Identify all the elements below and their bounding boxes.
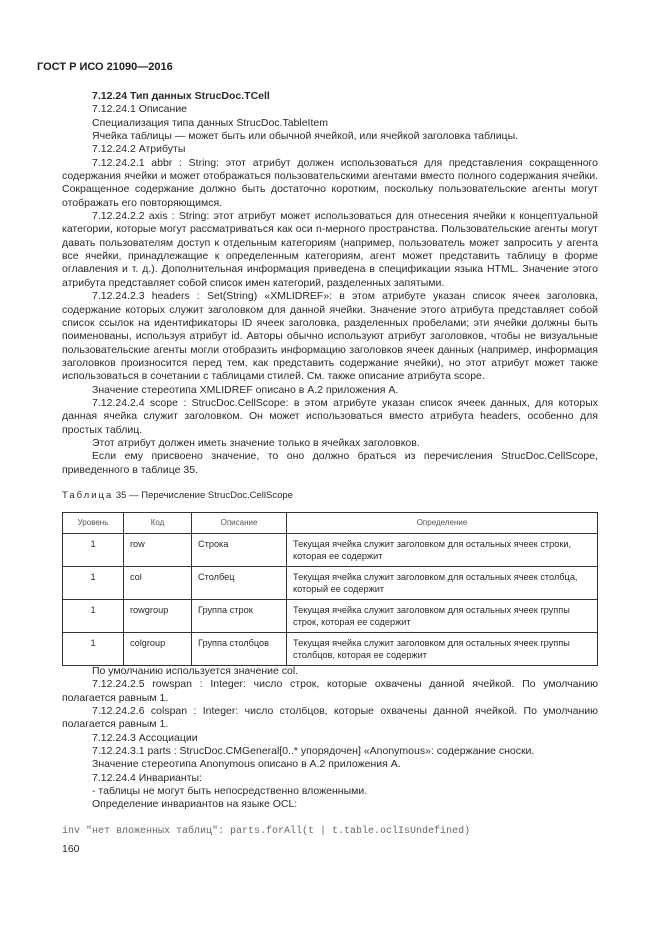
cell-description: Группа столбцов: [192, 633, 287, 666]
cell-code: colgroup: [124, 633, 192, 666]
paragraph: Этот атрибут должен иметь значение только в ячейках заголовков.: [92, 436, 420, 449]
subsection-heading: 7.12.24.2 Атрибуты: [92, 143, 186, 156]
paragraph: Специализация типа данных StrucDoc.TableItem: [92, 116, 328, 129]
cellscope-table: [62, 512, 598, 666]
paragraph: Значение стереотипа Anonymous описано в А.2 приложения А.: [92, 758, 401, 771]
paragraph: По умолчанию используется значение col.: [92, 665, 299, 677]
table-header-row: [63, 513, 598, 534]
cell-level: 1: [63, 600, 124, 633]
ocl-code: inv "нет вложенных таблиц": parts.forAll(t | t.table.oclIsUndefined): [62, 826, 471, 837]
cell-level: 1: [63, 567, 124, 600]
subsection-heading: 7.12.24.3 Ассоциации: [92, 731, 198, 744]
cell-definition: Текущая ячейка служит заголовком для остальных ячеек группы столбцов, которая ее содержит: [287, 633, 598, 666]
column-header: Определение: [287, 513, 598, 534]
cell-definition: Текущая ячейка служит заголовком для остальных ячеек строки, которая ее содержит: [287, 534, 598, 567]
table-row: [63, 534, 598, 567]
cell-level: 1: [63, 534, 124, 567]
table-row: [63, 600, 598, 633]
cell-code: rowgroup: [124, 600, 192, 633]
cell-definition: Текущая ячейка служит заголовком для остальных ячеек столбца, который ее содержит: [287, 567, 598, 600]
paragraph: 7.12.24.3.1 parts : StrucDoc.CMGeneral[0..* упорядочен] «Anonymous»: содержание сноски.: [92, 745, 535, 758]
section-body: [62, 90, 598, 477]
column-header: Уровень: [63, 513, 124, 534]
paragraph: 7.12.24.2.1 abbr : String: этот атрибут должен использоваться для представления сокращенного содержания ячейки и может отображаться пользовательскими агентами вместо полного содержания ячейки. Сокращенное содержание должно быть достаточно коротким, поскольку пользовательские агенты могут отображать его повторяющимся.: [62, 156, 598, 209]
table-caption-text: 35 — Перечисление StrucDoc.CellScope: [115, 490, 293, 501]
table-caption: [62, 490, 293, 501]
column-header: Описание: [192, 513, 287, 534]
subsection-heading: 7.12.24.4 Инварианты:: [92, 771, 202, 784]
paragraph: 7.12.24.2.5 rowspan : Integer: число строк, которые охвачены данной ячейкой. По умолчанию полагается равным 1.: [62, 678, 598, 704]
cell-code: row: [124, 534, 192, 567]
page-number: 160: [62, 843, 80, 855]
cell-definition: Текущая ячейка служит заголовком для остальных ячеек группы строк, которая ее содержит: [287, 600, 598, 633]
document-header: ГОСТ Р ИСО 21090—2016: [37, 61, 173, 73]
paragraph: Значение стереотипа XMLIDREF описано в А.2 приложения А.: [92, 383, 399, 396]
section-body-continued: [62, 665, 598, 812]
cell-description: Строка: [192, 534, 287, 567]
subsection-heading: 7.12.24.1 Описание: [92, 103, 188, 116]
section-heading: 7.12.24 Тип данных StrucDoc.TCell: [92, 90, 270, 102]
paragraph: 7.12.24.2.3 headers : Set(String) «XMLIDREF»: в этом атрибуте указан список ячеек заголовка, содержание которых служит заголовком для данной ячейки. Значение этого атрибута представляет собой список ссылок на идентификаторы ID ячеек заголовка, разделенных пробелами; эти ячейки должны быть поименованы, используя атрибут id. Авторы обычно используют атрибут заголовков, чтобы не визуальные пользовательские агенты могли отобразить информацию заголовков ячеек данных (например, информация заголовков произносится перед тем, как представить содержание ячейки), но этот атрибут может также использоваться в сочетании с таблицами стилей. См. также описание атрибута scope.: [62, 290, 598, 383]
table-row: [63, 633, 598, 666]
paragraph: 7.12.24.2.4 scope : StrucDoc.CellScope: в этом атрибуте указан список ячеек данных, для которых данная ячейка служит заголовком. Он может использоваться вместо атрибута headers, особенно для простых таблиц.: [62, 396, 598, 436]
paragraph: Если ему присвоено значение, то оно должно браться из перечисления StrucDoc.CellScope, приведенного в таблице 35.: [62, 450, 598, 476]
paragraph: Определение инвариантов на языке OCL:: [92, 798, 298, 811]
cell-code: col: [124, 567, 192, 600]
cell-description: Столбец: [192, 567, 287, 600]
table-caption-label: Таблица: [62, 490, 114, 501]
cell-description: Группа строк: [192, 600, 287, 633]
list-item: - таблицы не могут быть непосредственно вложенными.: [92, 785, 368, 798]
column-header: Код: [124, 513, 192, 534]
table-row: [63, 567, 598, 600]
paragraph: 7.12.24.2.6 colspan : Integer: число столбцов, которые охвачены данной ячейкой. По умолчанию полагается равным 1.: [62, 705, 598, 731]
cell-level: 1: [63, 633, 124, 666]
paragraph: 7.12.24.2.2 axis : String: этот атрибут может использоваться для отнесения ячейки к концептуальной категории, которые могут рассматриваться как оси n-мерного пространства. Пользовательские агенты могут давать пользователям доступ к отдельным категориям (например, пользователь может запросить у агента все ячейки, принадлежащие к определенным категориям, агент может представить таблицу в форме оглавления и т. д.). Дополнительная информация приведена в спецификации языка HTML. Значение этого атрибута представляет собой список имен категорий, разделенных запятыми.: [62, 210, 598, 289]
paragraph: Ячейка таблицы — может быть или обычной ячейкой, или ячейкой заголовка таблицы.: [92, 130, 519, 143]
